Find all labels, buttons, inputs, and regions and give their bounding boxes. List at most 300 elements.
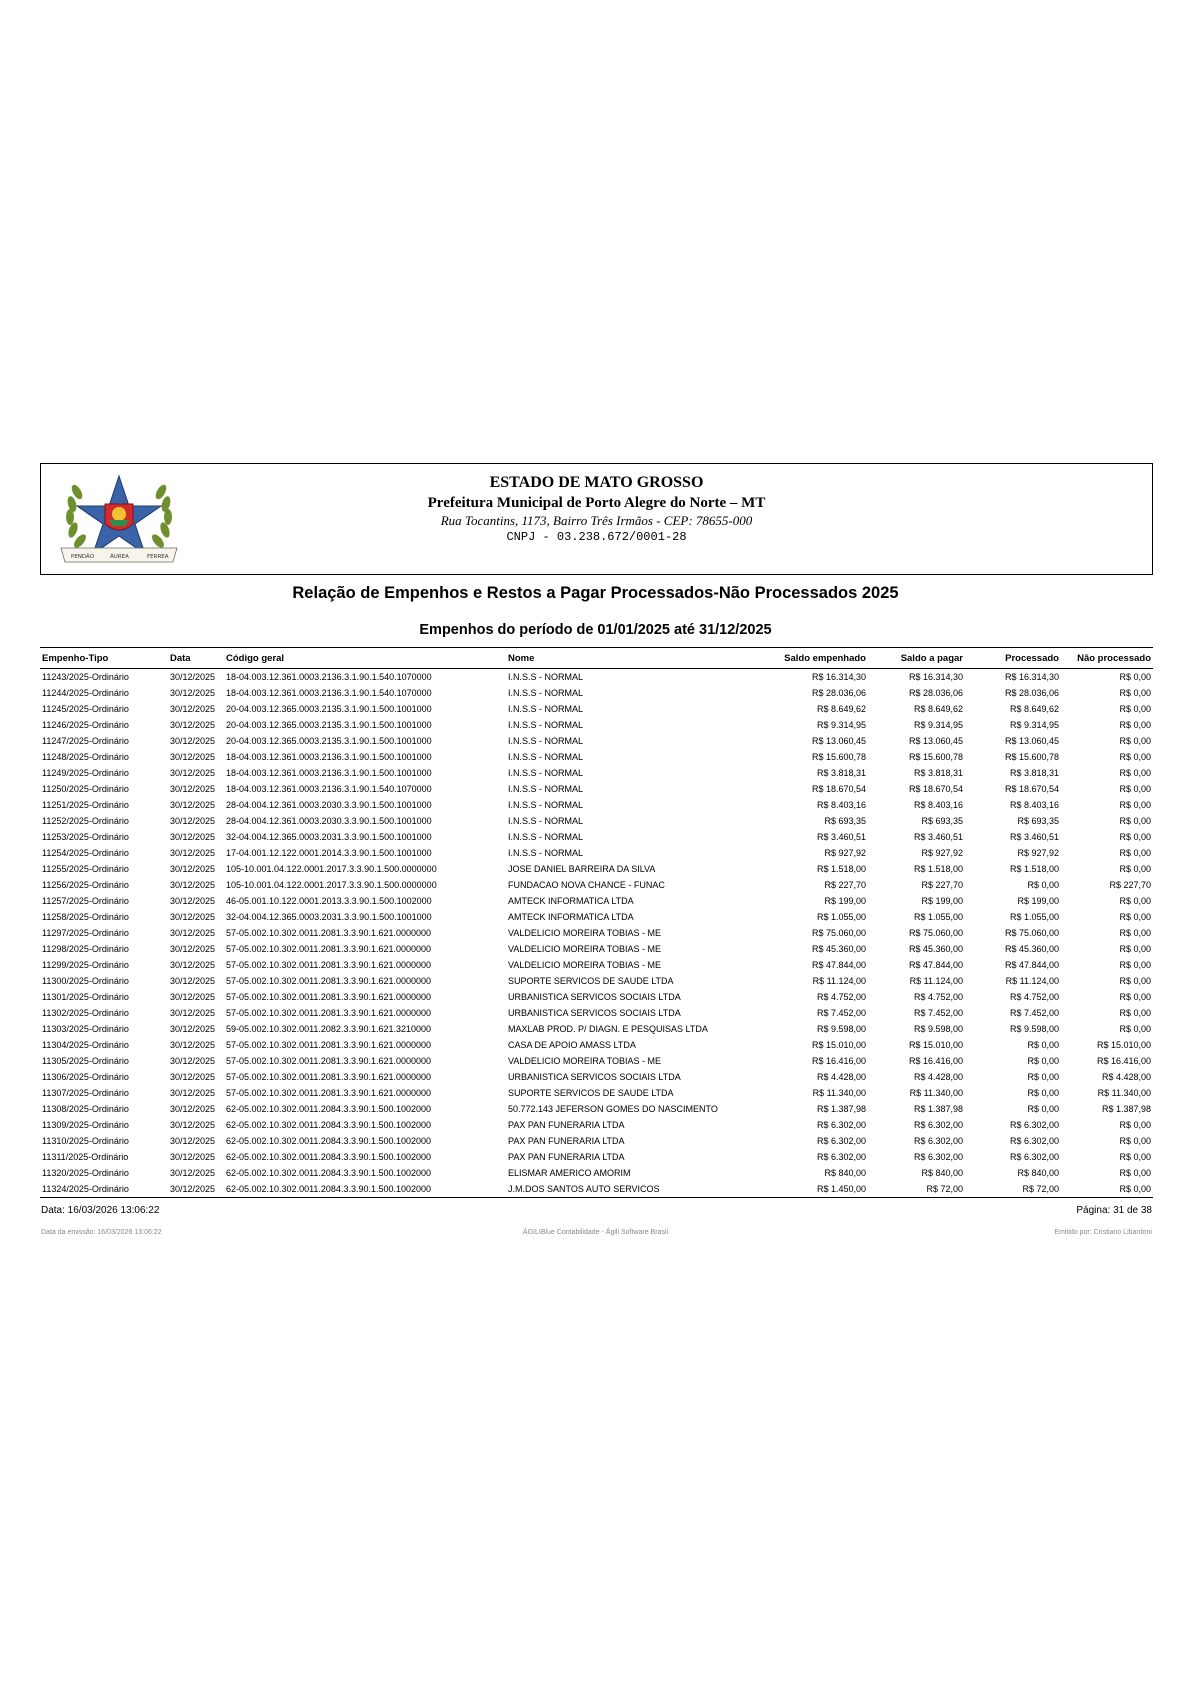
cell-nao-processado: R$ 4.428,00 [1101, 1072, 1151, 1082]
cell-saldo-empenhado: R$ 16.314,30 [811, 672, 866, 682]
cell-nao-processado: R$ 0,00 [1119, 1008, 1151, 1018]
cell-data: 30/12/2025 [170, 1072, 216, 1082]
cell-data: 30/12/2025 [170, 688, 216, 698]
cell-nome: AMTECK INFORMATICA LTDA [508, 912, 634, 922]
cell-saldo-a-pagar: R$ 8.649,62 [913, 704, 963, 714]
cell-data: 30/12/2025 [170, 992, 216, 1002]
cell-saldo-a-pagar: R$ 11.124,00 [909, 976, 963, 986]
cell-nao-processado: R$ 0,00 [1119, 992, 1151, 1002]
cell-nao-processado: R$ 1.387,98 [1101, 1104, 1151, 1114]
cell-codigo-geral: 32-04.004.12.365.0003.2031.3.3.90.1.500.1001000 [226, 832, 432, 842]
cell-data: 30/12/2025 [170, 1024, 216, 1034]
cell-empenho-tipo: 11324/2025-Ordinário [40, 1181, 168, 1198]
cell-empenho-tipo: 11248/2025-Ordinário [42, 752, 129, 762]
cell-processado: R$ 0,00 [1027, 1072, 1059, 1082]
table-row [40, 973, 1153, 989]
cell-saldo-empenhado: R$ 28.036,06 [811, 688, 866, 698]
cell-processado: R$ 6.302,00 [1009, 1152, 1059, 1162]
cell-nome: AMTECK INFORMATICA LTDA [508, 896, 634, 906]
cell-nome: FUNDACAO NOVA CHANCE - FUNAC [508, 880, 665, 890]
cell-nao-processado: R$ 0,00 [1119, 896, 1151, 906]
cell-nao-processado: R$ 0,00 [1119, 784, 1151, 794]
cell-nao-processado: R$ 0,00 [1119, 912, 1151, 922]
footer-issued-by: Emitido por: Cristiano Libardoni [1054, 1229, 1152, 1236]
cell-saldo-a-pagar: R$ 1.387,98 [913, 1104, 963, 1114]
table-row [40, 1021, 1153, 1037]
cell-empenho-tipo: 11243/2025-Ordinário [42, 672, 129, 682]
cell-nao-processado: R$ 0,00 [1119, 736, 1151, 746]
cell-processado: R$ 4.752,00 [1009, 992, 1059, 1002]
cell-saldo-empenhado: R$ 1.450,00 [764, 1181, 868, 1198]
cell-empenho-tipo: 11257/2025-Ordinário [42, 896, 129, 906]
cell-nome: MAXLAB PROD. P/ DIAGN. E PESQUISAS LTDA [508, 1024, 708, 1034]
cell-processado: R$ 6.302,00 [1009, 1120, 1059, 1130]
cell-processado: R$ 45.360,00 [1004, 944, 1059, 954]
cell-saldo-empenhado: R$ 8.403,16 [816, 800, 866, 810]
cell-codigo-geral: 105-10.001.04.122.0001.2017.3.3.90.1.500.0000000 [226, 880, 437, 890]
cell-data: 30/12/2025 [170, 1168, 216, 1178]
table-row [40, 749, 1153, 765]
cell-codigo-geral: 62-05.002.10.302.0011.2084.3.3.90.1.500.1002000 [224, 1181, 506, 1198]
cell-data: 30/12/2025 [170, 928, 216, 938]
cell-empenho-tipo: 11301/2025-Ordinário [42, 992, 129, 1002]
cell-empenho-tipo: 11307/2025-Ordinário [42, 1088, 129, 1098]
cell-nao-processado: R$ 0,00 [1119, 928, 1151, 938]
cell-saldo-a-pagar: R$ 927,92 [921, 848, 963, 858]
cell-nao-processado: R$ 16.416,00 [1096, 1056, 1151, 1066]
cell-nao-processado: R$ 0,00 [1061, 1181, 1153, 1198]
cell-saldo-a-pagar: R$ 11.340,00 [909, 1088, 963, 1098]
cell-saldo-empenhado: R$ 8.649,62 [816, 704, 866, 714]
cell-data: 30/12/2025 [170, 736, 216, 746]
cell-nao-processado: R$ 227,70 [1109, 880, 1151, 890]
cell-saldo-empenhado: R$ 3.818,31 [816, 768, 866, 778]
cell-codigo-geral: 18-04.003.12.361.0003.2136.3.1.90.1.500.1001000 [226, 768, 432, 778]
cell-nome: VALDELICIO MOREIRA TOBIAS - ME [508, 944, 662, 954]
table-row [40, 941, 1153, 957]
cell-nao-processado: R$ 0,00 [1119, 1120, 1151, 1130]
footer-software: ÁGILIBlue Contabilidade - Ágili Software Brasil [522, 1229, 669, 1236]
cell-saldo-empenhado: R$ 3.460,51 [816, 832, 866, 842]
cell-processado: R$ 16.314,30 [1004, 672, 1059, 682]
footer-date: Data: 16/03/2026 13:06:22 [41, 1205, 160, 1216]
table-row [40, 1133, 1153, 1149]
cell-nome: SUPORTE SERVICOS DE SAUDE LTDA [508, 1088, 674, 1098]
cell-saldo-empenhado: R$ 16.416,00 [811, 1056, 866, 1066]
cell-codigo-geral: 20-04.003.12.365.0003.2135.3.1.90.1.500.1001000 [226, 736, 432, 746]
letterhead [40, 463, 1153, 575]
table-row [40, 893, 1153, 909]
cell-nome: I.N.S.S - NORMAL [508, 736, 584, 746]
cell-saldo-empenhado: R$ 15.600,78 [811, 752, 866, 762]
table-row [40, 829, 1153, 845]
cell-processado: R$ 9.598,00 [1009, 1024, 1059, 1034]
cell-data: 30/12/2025 [170, 1152, 216, 1162]
cell-empenho-tipo: 11255/2025-Ordinário [42, 864, 129, 874]
cell-data: 30/12/2025 [170, 768, 216, 778]
cell-empenho-tipo: 11258/2025-Ordinário [42, 912, 129, 922]
cell-saldo-empenhado: R$ 1.055,00 [816, 912, 866, 922]
cell-codigo-geral: 62-05.002.10.302.0011.2084.3.3.90.1.500.1002000 [226, 1104, 432, 1114]
cell-saldo-a-pagar: R$ 6.302,00 [913, 1120, 963, 1130]
cell-saldo-empenhado: R$ 840,00 [824, 1168, 866, 1178]
report-title: Relação de Empenhos e Restos a Pagar Processados-Não Processados 2025 [292, 584, 899, 602]
cell-nome: I.N.S.S - NORMAL [508, 672, 584, 682]
cell-nao-processado: R$ 0,00 [1119, 976, 1151, 986]
cell-saldo-empenhado: R$ 6.302,00 [816, 1136, 866, 1146]
cell-saldo-a-pagar: R$ 72,00 [868, 1181, 965, 1198]
cell-saldo-empenhado: R$ 45.360,00 [811, 944, 866, 954]
cell-nome: I.N.S.S - NORMAL [508, 752, 584, 762]
cell-nome: I.N.S.S - NORMAL [508, 768, 584, 778]
table-row [40, 1181, 1153, 1198]
cell-processado: R$ 0,00 [1027, 1104, 1059, 1114]
report-subtitle: Empenhos do período de 01/01/2025 até 31/12/2025 [419, 622, 772, 638]
cell-data: 30/12/2025 [170, 672, 216, 682]
col-saldo-a-pagar: Saldo a pagar [868, 648, 965, 669]
cell-nao-processado: R$ 11.340,00 [1097, 1088, 1151, 1098]
cell-empenho-tipo: 11246/2025-Ordinário [42, 720, 129, 730]
cell-codigo-geral: 18-04.003.12.361.0003.2136.3.1.90.1.540.1070000 [226, 672, 432, 682]
cell-processado: R$ 18.670,54 [1004, 784, 1059, 794]
cell-saldo-empenhado: R$ 7.452,00 [816, 1008, 866, 1018]
cell-saldo-a-pagar: R$ 6.302,00 [913, 1136, 963, 1146]
cell-saldo-a-pagar: R$ 13.060,45 [908, 736, 963, 746]
cell-saldo-a-pagar: R$ 1.055,00 [913, 912, 963, 922]
crest-motto-1: PENDÃO [71, 554, 95, 560]
cell-nome: PAX PAN FUNERARIA LTDA [508, 1136, 625, 1146]
cell-processado: R$ 7.452,00 [1009, 1008, 1059, 1018]
cell-saldo-a-pagar: R$ 9.598,00 [913, 1024, 963, 1034]
cell-empenho-tipo: 11249/2025-Ordinário [42, 768, 129, 778]
cell-codigo-geral: 18-04.003.12.361.0003.2136.3.1.90.1.540.1070000 [226, 784, 432, 794]
col-codigo-geral: Código geral [224, 648, 506, 669]
cell-processado: R$ 3.818,31 [1009, 768, 1059, 778]
cell-empenho-tipo: 11320/2025-Ordinário [42, 1168, 129, 1178]
cell-saldo-a-pagar: R$ 3.460,51 [913, 832, 963, 842]
cell-processado: R$ 11.124,00 [1005, 976, 1059, 986]
cell-data: 30/12/2025 [170, 1056, 216, 1066]
cell-empenho-tipo: 11254/2025-Ordinário [42, 848, 129, 858]
col-nome: Nome [506, 648, 764, 669]
table-row [40, 813, 1153, 829]
cell-nao-processado: R$ 0,00 [1119, 752, 1151, 762]
cell-processado: R$ 0,00 [1027, 1040, 1059, 1050]
cell-empenho-tipo: 11305/2025-Ordinário [42, 1056, 129, 1066]
cell-empenho-tipo: 11252/2025-Ordinário [42, 816, 129, 826]
cell-nome: I.N.S.S - NORMAL [508, 688, 584, 698]
cell-codigo-geral: 57-05.002.10.302.0011.2081.3.3.90.1.621.0000000 [226, 944, 432, 954]
cell-nome: I.N.S.S - NORMAL [508, 704, 584, 714]
cell-nao-processado: R$ 0,00 [1119, 688, 1151, 698]
cell-data: 30/12/2025 [170, 816, 216, 826]
cell-nome: J.M.DOS SANTOS AUTO SERVICOS [506, 1181, 764, 1198]
cell-codigo-geral: 59-05.002.10.302.0011.2082.3.3.90.1.621.3210000 [226, 1024, 432, 1034]
cell-empenho-tipo: 11245/2025-Ordinário [42, 704, 129, 714]
crest-motto-2: ÁUREA [110, 554, 129, 560]
table-row [40, 1005, 1153, 1021]
cell-data: 30/12/2025 [170, 704, 216, 714]
cell-saldo-a-pagar: R$ 3.818,31 [913, 768, 963, 778]
cell-saldo-empenhado: R$ 199,00 [824, 896, 866, 906]
cell-processado: R$ 13.060,45 [1004, 736, 1059, 746]
cell-processado: R$ 72,00 [965, 1181, 1061, 1198]
cell-nao-processado: R$ 0,00 [1119, 1152, 1151, 1162]
letterhead-text [41, 472, 1152, 545]
cell-codigo-geral: 18-04.003.12.361.0003.2136.3.1.90.1.500.1001000 [226, 752, 432, 762]
cell-processado: R$ 927,92 [1017, 848, 1059, 858]
cell-saldo-empenhado: R$ 4.428,00 [816, 1072, 866, 1082]
cell-processado: R$ 8.403,16 [1009, 800, 1059, 810]
cell-processado: R$ 6.302,00 [1009, 1136, 1059, 1146]
cell-saldo-empenhado: R$ 6.302,00 [816, 1120, 866, 1130]
cell-codigo-geral: 32-04.004.12.365.0003.2031.3.3.90.1.500.1001000 [226, 912, 432, 922]
table-body [40, 669, 1153, 1198]
cell-nome: I.N.S.S - NORMAL [508, 800, 584, 810]
cell-nome: PAX PAN FUNERARIA LTDA [508, 1152, 625, 1162]
table-row [40, 669, 1153, 686]
cell-empenho-tipo: 11256/2025-Ordinário [42, 880, 129, 890]
footer-page-number: Página: 31 de 38 [1076, 1205, 1152, 1216]
table-row [40, 909, 1153, 925]
cell-data: 30/12/2025 [170, 1120, 216, 1130]
cell-saldo-a-pagar: R$ 6.302,00 [913, 1152, 963, 1162]
table-row [40, 1053, 1153, 1069]
cell-data: 30/12/2025 [170, 720, 216, 730]
cell-empenho-tipo: 11250/2025-Ordinário [42, 784, 129, 794]
cell-empenho-tipo: 11253/2025-Ordinário [42, 832, 129, 842]
cell-codigo-geral: 62-05.002.10.302.0011.2084.3.3.90.1.500.1002000 [226, 1168, 432, 1178]
cell-saldo-empenhado: R$ 693,35 [824, 816, 866, 826]
cell-codigo-geral: 57-05.002.10.302.0011.2081.3.3.90.1.621.0000000 [226, 976, 432, 986]
table-row [40, 765, 1153, 781]
cell-saldo-a-pagar: R$ 840,00 [921, 1168, 963, 1178]
cell-processado: R$ 3.460,51 [1009, 832, 1059, 842]
cell-nome: I.N.S.S - NORMAL [508, 784, 584, 794]
cell-nao-processado: R$ 0,00 [1119, 800, 1151, 810]
cell-codigo-geral: 57-05.002.10.302.0011.2081.3.3.90.1.621.0000000 [226, 1072, 432, 1082]
cell-data: 30/12/2025 [170, 880, 216, 890]
table-row [40, 957, 1153, 973]
cell-saldo-a-pagar: R$ 227,70 [921, 880, 963, 890]
cell-empenho-tipo: 11310/2025-Ordinário [42, 1136, 129, 1146]
prefecture-cnpj: CNPJ - 03.238.672/0001-28 [506, 530, 687, 544]
cell-saldo-empenhado: R$ 9.598,00 [816, 1024, 866, 1034]
cell-nome: I.N.S.S - NORMAL [508, 816, 584, 826]
cell-codigo-geral: 57-05.002.10.302.0011.2081.3.3.90.1.621.0000000 [226, 928, 432, 938]
cell-saldo-a-pagar: R$ 28.036,06 [908, 688, 963, 698]
cell-saldo-empenhado: R$ 1.518,00 [816, 864, 866, 874]
cell-codigo-geral: 46-05.001.10.122.0001.2013.3.3.90.1.500.1002000 [226, 896, 432, 906]
cell-empenho-tipo: 11300/2025-Ordinário [42, 976, 129, 986]
prefecture-name: Prefeitura Municipal de Porto Alegre do Norte – MT [427, 495, 766, 511]
cell-processado: R$ 47.844,00 [1004, 960, 1059, 970]
cell-processado: R$ 9.314,95 [1009, 720, 1059, 730]
commitments-table [40, 647, 1153, 1198]
cell-data: 30/12/2025 [170, 784, 216, 794]
table-row [40, 845, 1153, 861]
table-row [40, 877, 1153, 893]
table-row [40, 733, 1153, 749]
cell-data: 30/12/2025 [170, 800, 216, 810]
cell-saldo-a-pagar: R$ 4.752,00 [913, 992, 963, 1002]
cell-nome: JOSE DANIEL BARREIRA DA SILVA [508, 864, 656, 874]
cell-saldo-empenhado: R$ 6.302,00 [816, 1152, 866, 1162]
cell-data: 30/12/2025 [170, 1008, 216, 1018]
table-row [40, 1101, 1153, 1117]
cell-processado: R$ 15.600,78 [1004, 752, 1059, 762]
cell-empenho-tipo: 11304/2025-Ordinário [42, 1040, 129, 1050]
cell-empenho-tipo: 11309/2025-Ordinário [42, 1120, 129, 1130]
cell-data: 30/12/2025 [170, 912, 216, 922]
cell-data: 30/12/2025 [170, 752, 216, 762]
cell-processado: R$ 840,00 [1017, 1168, 1059, 1178]
cell-nome: CASA DE APOIO AMASS LTDA [508, 1040, 636, 1050]
cell-empenho-tipo: 11311/2025-Ordinário [42, 1152, 129, 1162]
cell-processado: R$ 199,00 [1017, 896, 1059, 906]
cell-saldo-empenhado: R$ 75.060,00 [811, 928, 866, 938]
cell-codigo-geral: 57-05.002.10.302.0011.2081.3.3.90.1.621.0000000 [226, 960, 432, 970]
cell-saldo-empenhado: R$ 9.314,95 [816, 720, 866, 730]
cell-nome: I.N.S.S - NORMAL [508, 832, 584, 842]
col-saldo-empenhado: Saldo empenhado [764, 648, 868, 669]
cell-data: 30/12/2025 [170, 976, 216, 986]
cell-empenho-tipo: 11299/2025-Ordinário [42, 960, 129, 970]
cell-nao-processado: R$ 0,00 [1119, 1024, 1151, 1034]
cell-data: 30/12/2025 [170, 1136, 216, 1146]
cell-nome: URBANISTICA SERVICOS SOCIAIS LTDA [508, 1008, 681, 1018]
cell-processado: R$ 0,00 [1027, 1088, 1059, 1098]
cell-empenho-tipo: 11251/2025-Ordinário [42, 800, 129, 810]
cell-saldo-a-pagar: R$ 16.416,00 [908, 1056, 963, 1066]
table-row [40, 989, 1153, 1005]
cell-processado: R$ 0,00 [1027, 880, 1059, 890]
cell-empenho-tipo: 11308/2025-Ordinário [42, 1104, 129, 1114]
cell-processado: R$ 75.060,00 [1004, 928, 1059, 938]
cell-nome: VALDELICIO MOREIRA TOBIAS - ME [508, 928, 662, 938]
cell-nao-processado: R$ 0,00 [1119, 704, 1151, 714]
footer-emission-date: Data da emissão: 16/03/2026 13:06:22 [41, 1229, 162, 1236]
cell-saldo-empenhado: R$ 11.124,00 [812, 976, 866, 986]
cell-codigo-geral: 57-05.002.10.302.0011.2081.3.3.90.1.621.0000000 [226, 992, 432, 1002]
cell-codigo-geral: 62-05.002.10.302.0011.2084.3.3.90.1.500.1002000 [226, 1120, 432, 1130]
col-data: Data [168, 648, 224, 669]
cell-nome: SUPORTE SERVICOS DE SAUDE LTDA [508, 976, 674, 986]
table-row [40, 1069, 1153, 1085]
cell-codigo-geral: 17-04.001.12.122.0001.2014.3.3.90.1.500.1001000 [226, 848, 432, 858]
cell-saldo-empenhado: R$ 47.844,00 [811, 960, 866, 970]
cell-nome: ELISMAR AMERICO AMORIM [508, 1168, 631, 1178]
cell-empenho-tipo: 11306/2025-Ordinário [42, 1072, 129, 1082]
cell-codigo-geral: 105-10.001.04.122.0001.2017.3.3.90.1.500.0000000 [226, 864, 437, 874]
cell-saldo-empenhado: R$ 18.670,54 [811, 784, 866, 794]
cell-saldo-a-pagar: R$ 1.518,00 [913, 864, 963, 874]
cell-data: 30/12/2025 [170, 944, 216, 954]
cell-saldo-empenhado: R$ 15.010,00 [811, 1040, 866, 1050]
cell-saldo-a-pagar: R$ 8.403,16 [913, 800, 963, 810]
cell-processado: R$ 28.036,06 [1004, 688, 1059, 698]
table-row [40, 1149, 1153, 1165]
cell-codigo-geral: 57-05.002.10.302.0011.2081.3.3.90.1.621.0000000 [226, 1088, 432, 1098]
cell-codigo-geral: 20-04.003.12.365.0003.2135.3.1.90.1.500.1001000 [226, 720, 432, 730]
table-row [40, 797, 1153, 813]
cell-codigo-geral: 28-04.004.12.361.0003.2030.3.3.90.1.500.1001000 [226, 800, 432, 810]
cell-nome: VALDELICIO MOREIRA TOBIAS - ME [508, 960, 662, 970]
table-header-row [40, 648, 1153, 669]
cell-nome: I.N.S.S - NORMAL [508, 848, 584, 858]
table-row [40, 717, 1153, 733]
cell-codigo-geral: 62-05.002.10.302.0011.2084.3.3.90.1.500.1002000 [226, 1152, 432, 1162]
col-empenho-tipo: Empenho-Tipo [40, 648, 168, 669]
cell-codigo-geral: 57-05.002.10.302.0011.2081.3.3.90.1.621.0000000 [226, 1040, 432, 1050]
table-row [40, 1117, 1153, 1133]
cell-saldo-a-pagar: R$ 45.360,00 [908, 944, 963, 954]
cell-empenho-tipo: 11303/2025-Ordinário [42, 1024, 129, 1034]
cell-nao-processado: R$ 15.010,00 [1096, 1040, 1151, 1050]
cell-nao-processado: R$ 0,00 [1119, 720, 1151, 730]
cell-nao-processado: R$ 0,00 [1119, 1168, 1151, 1178]
cell-saldo-a-pagar: R$ 16.314,30 [908, 672, 963, 682]
cell-nao-processado: R$ 0,00 [1119, 832, 1151, 842]
cell-nome: URBANISTICA SERVICOS SOCIAIS LTDA [508, 992, 681, 1002]
cell-nao-processado: R$ 0,00 [1119, 816, 1151, 826]
cell-nao-processado: R$ 0,00 [1119, 672, 1151, 682]
cell-processado: R$ 8.649,62 [1009, 704, 1059, 714]
cell-saldo-a-pagar: R$ 47.844,00 [908, 960, 963, 970]
table-row [40, 1037, 1153, 1053]
cell-nome: VALDELICIO MOREIRA TOBIAS - ME [508, 1056, 662, 1066]
cell-processado: R$ 0,00 [1027, 1056, 1059, 1066]
cell-data: 30/12/2025 [170, 960, 216, 970]
cell-empenho-tipo: 11297/2025-Ordinário [42, 928, 129, 938]
cell-data: 30/12/2025 [170, 1104, 216, 1114]
cell-data: 30/12/2025 [170, 1088, 216, 1098]
cell-nome: PAX PAN FUNERARIA LTDA [508, 1120, 625, 1130]
cell-codigo-geral: 57-05.002.10.302.0011.2081.3.3.90.1.621.0000000 [226, 1056, 432, 1066]
cell-nao-processado: R$ 0,00 [1119, 1136, 1151, 1146]
cell-codigo-geral: 62-05.002.10.302.0011.2084.3.3.90.1.500.1002000 [226, 1136, 432, 1146]
table-row [40, 1085, 1153, 1101]
cell-saldo-a-pagar: R$ 693,35 [921, 816, 963, 826]
cell-data: 30/12/2025 [170, 832, 216, 842]
cell-data: 30/12/2025 [168, 1181, 224, 1198]
table-row [40, 701, 1153, 717]
table-row [40, 781, 1153, 797]
cell-saldo-empenhado: R$ 11.340,00 [812, 1088, 866, 1098]
prefecture-address: Rua Tocantins, 1173, Bairro Três Irmãos - CEP: 78655-000 [440, 513, 753, 528]
table-row [40, 685, 1153, 701]
cell-data: 30/12/2025 [170, 864, 216, 874]
cell-data: 30/12/2025 [170, 848, 216, 858]
cell-codigo-geral: 28-04.004.12.361.0003.2030.3.3.90.1.500.1001000 [226, 816, 432, 826]
col-nao-processado: Não processado [1061, 648, 1153, 669]
cell-saldo-a-pagar: R$ 75.060,00 [908, 928, 963, 938]
table-row [40, 925, 1153, 941]
cell-nao-processado: R$ 0,00 [1119, 768, 1151, 778]
table-row [40, 1165, 1153, 1181]
cell-saldo-a-pagar: R$ 15.600,78 [908, 752, 963, 762]
cell-processado: R$ 1.055,00 [1009, 912, 1059, 922]
cell-saldo-a-pagar: R$ 18.670,54 [908, 784, 963, 794]
cell-data: 30/12/2025 [170, 1040, 216, 1050]
cell-saldo-a-pagar: R$ 4.428,00 [913, 1072, 963, 1082]
cell-codigo-geral: 18-04.003.12.361.0003.2136.3.1.90.1.540.1070000 [226, 688, 432, 698]
cell-nome: URBANISTICA SERVICOS SOCIAIS LTDA [508, 1072, 681, 1082]
cell-processado: R$ 693,35 [1017, 816, 1059, 826]
cell-codigo-geral: 20-04.003.12.365.0003.2135.3.1.90.1.500.1001000 [226, 704, 432, 714]
cell-empenho-tipo: 11247/2025-Ordinário [42, 736, 129, 746]
cell-codigo-geral: 57-05.002.10.302.0011.2081.3.3.90.1.621.0000000 [226, 1008, 432, 1018]
